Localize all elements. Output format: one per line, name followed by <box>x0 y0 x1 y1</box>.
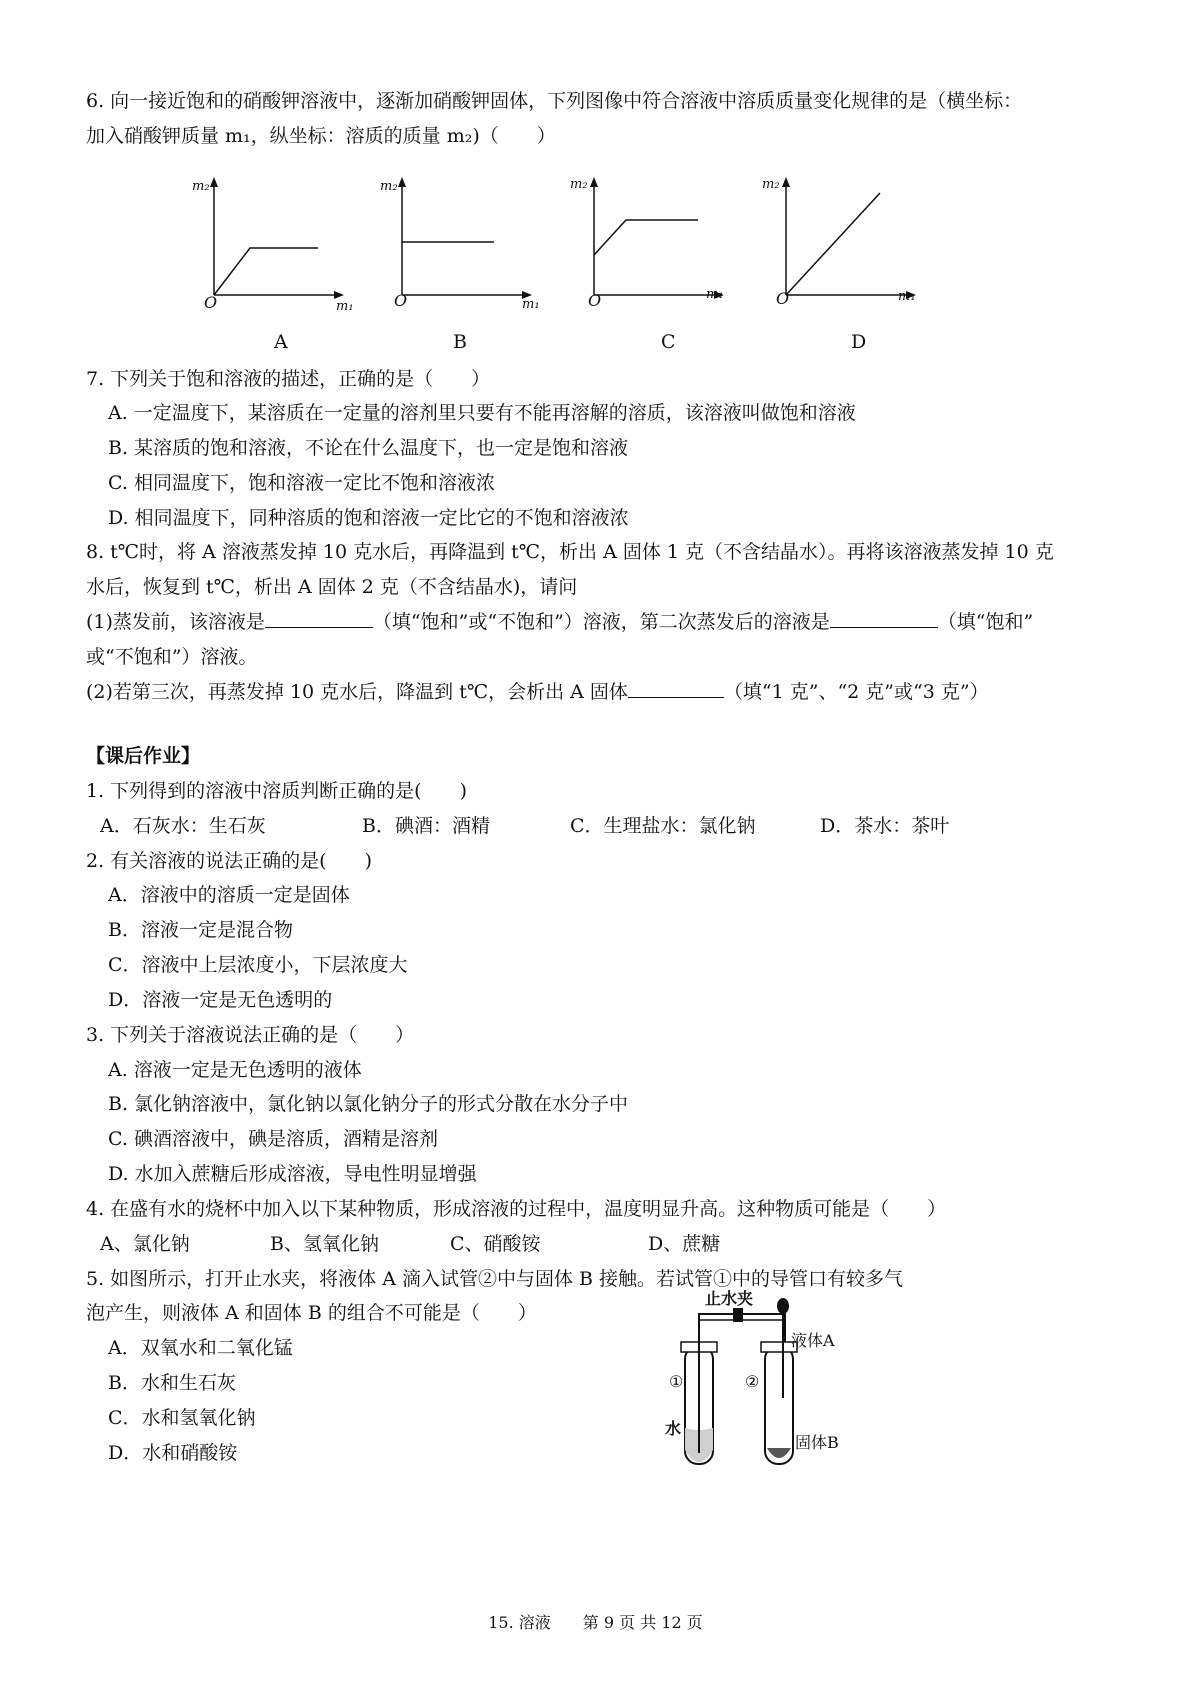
hw-q5-option-b: B．水和生石灰 <box>108 1372 236 1394</box>
hw-q5-stem-line1: 5. 如图所示，打开止水夹，将液体 A 滴入试管②中与固体 B 接触。若试管①中的导管口有较多气 <box>86 1268 904 1290</box>
graph-c-curve <box>594 220 698 255</box>
q7-option-a: A. 一定温度下，某溶质在一定量的溶剂里只要有不能再溶解的溶质，该溶液叫做饱和溶液 <box>108 402 856 424</box>
q8-part1-cont: 或“不饱和”）溶液。 <box>86 646 258 668</box>
hw-q4-option-b: B、氢氧化钠 <box>270 1233 379 1255</box>
hw-q2-option-c: C．溶液中上层浓度小，下层浓度大 <box>108 954 408 976</box>
q6-stem-line2: 加入硝酸钾质量 m₁，纵坐标：溶质的质量 m₂)（ ） <box>86 125 556 147</box>
graph-b-origin: O <box>394 291 408 310</box>
graph-c-ylabel: m₂ <box>570 177 588 192</box>
hw-q3-option-a: A. 溶液一定是无色透明的液体 <box>108 1059 362 1081</box>
dropper-bulb <box>777 1298 789 1314</box>
q7-option-d: D. 相同温度下，同种溶质的饱和溶液一定比它的不饱和溶液浓 <box>108 507 629 529</box>
liquid-a-label: 液体A <box>791 1331 835 1350</box>
apparatus-svg <box>655 1298 875 1478</box>
hw-q2-option-d: D．溶液一定是无色透明的 <box>108 989 333 1011</box>
graph-d-xlabel: m₁ <box>898 289 916 304</box>
hw-q5-option-c: C．水和氢氧化钠 <box>108 1407 256 1429</box>
hw-q2-option-b: B．溶液一定是混合物 <box>108 919 293 941</box>
page-footer: 15. 溶液 第 9 页 共 12 页 <box>488 1613 703 1632</box>
graph-c-label: C <box>661 331 676 353</box>
graph-a <box>190 175 354 319</box>
graph-d-y-arrow <box>782 177 790 187</box>
hw-q1-option-b: B．碘酒：酒精 <box>362 815 490 837</box>
q8-part2-text-b: （填“1 克”、“2 克”或“3 克”） <box>723 681 989 703</box>
graph-c-origin: O <box>588 291 602 310</box>
tube-2-label: ② <box>745 1372 760 1391</box>
graph-a-origin: O <box>204 293 218 312</box>
hw-q2-option-a: A．溶液中的溶质一定是固体 <box>108 884 350 906</box>
hw-q3-option-b: B. 氯化钠溶液中，氯化钠以氯化钠分子的形式分散在水分子中 <box>108 1093 629 1115</box>
graph-d <box>762 175 932 319</box>
graph-a-x-arrow <box>334 291 344 299</box>
solid-b-label: 固体B <box>795 1433 839 1452</box>
graph-c-y-arrow <box>590 177 598 187</box>
graph-a-xlabel: m₁ <box>336 299 354 314</box>
hw-q2-stem: 2. 有关溶液的说法正确的是( ) <box>86 850 372 872</box>
hw-q1-option-c: C．生理盐水：氯化钠 <box>570 815 756 837</box>
hw-q5-stem-line2: 泡产生，则液体 A 和固体 B 的组合不可能是（ ） <box>86 1302 537 1324</box>
hw-q5-option-d: D．水和硝酸铵 <box>108 1442 238 1464</box>
q8-stem-line2: 水后，恢复到 t℃，析出 A 固体 2 克（不含结晶水)，请问 <box>86 576 578 598</box>
q7-option-b: B. 某溶质的饱和溶液，不论在什么温度下，也一定是饱和溶液 <box>108 437 629 459</box>
graph-d-origin: O <box>776 289 790 308</box>
q8-blank-1[interactable] <box>265 609 373 628</box>
clamp-shape <box>733 1308 743 1322</box>
graph-b-ylabel: m₂ <box>380 179 398 194</box>
graph-a-y-arrow <box>210 177 218 187</box>
q8-blank-3[interactable] <box>628 679 724 698</box>
graph-d-ylabel: m₂ <box>762 177 780 192</box>
hw-q1-option-d: D．茶水：茶叶 <box>820 815 950 837</box>
hw-q1-option-a: A．石灰水：生石灰 <box>100 815 266 837</box>
hw-q4-option-a: A、氯化钠 <box>100 1233 190 1255</box>
graph-c-xlabel: m₁ <box>706 287 724 302</box>
q8-part2-text-a: (2)若第三次，再蒸发掉 10 克水后，降温到 t℃，会析出 A 固体 <box>86 681 628 703</box>
hw-q4-stem: 4. 在盛有水的烧杯中加入以下某种物质，形成溶液的过程中，温度明显升高。这种物质可能是（ ） <box>86 1198 947 1220</box>
hw-q4-option-d: D、蔗糖 <box>648 1233 721 1255</box>
graph-d-curve <box>786 193 880 295</box>
tube-2-solid <box>767 1448 791 1458</box>
hw-q5-option-a: A．双氧水和二氧化锰 <box>108 1337 293 1359</box>
hw-q1-stem: 1. 下列得到的溶液中溶质判断正确的是( ) <box>86 780 467 802</box>
apparatus-figure <box>655 1289 875 1482</box>
tube-2 <box>765 1346 793 1464</box>
q7-option-c: C. 相同温度下，饱和溶液一定比不饱和溶液浓 <box>108 472 495 494</box>
homework-title: 【课后作业】 <box>86 745 201 767</box>
q8-stem-line1: 8. t℃时，将 A 溶液蒸发掉 10 克水后，再降温到 t℃，析出 A 固体 1 克（不含结晶水）。再将该溶液蒸发掉 10 克 <box>86 541 1054 563</box>
graph-b-label: B <box>453 331 467 353</box>
hw-q3-stem: 3. 下列关于溶液说法正确的是（ ） <box>86 1024 415 1046</box>
q6-stem-line1: 6. 向一接近饱和的硝酸钾溶液中，逐渐加硝酸钾固体，下列图像中符合溶液中溶质质量变化规律的是（横坐标： <box>86 90 1023 112</box>
graph-a-label: A <box>274 331 288 353</box>
graph-a-ylabel: m₂ <box>192 179 210 194</box>
hw-q4-option-c: C、硝酸铵 <box>450 1233 541 1255</box>
tube-1-label: ① <box>669 1372 684 1391</box>
hw-q3-option-c: C. 碘酒溶液中，碘是溶质，酒精是溶剂 <box>108 1128 438 1150</box>
q8-part1-text-a: (1)蒸发前，该溶液是 <box>86 611 265 633</box>
q8-blank-2[interactable] <box>830 609 938 628</box>
graph-b <box>378 175 538 319</box>
q8-part1-text-b: （填“饱和”或“不饱和”）溶液，第二次蒸发后的溶液是 <box>372 611 830 633</box>
hw-q3-option-d: D. 水加入蔗糖后形成溶液，导电性明显增强 <box>108 1163 477 1185</box>
q7-stem: 7. 下列关于饱和溶液的描述，正确的是（ ） <box>86 368 491 390</box>
graph-d-label: D <box>851 331 867 353</box>
q8-part1 <box>86 609 1033 635</box>
graph-b-xlabel: m₁ <box>522 297 540 312</box>
graph-c <box>570 175 730 319</box>
q8-part2 <box>86 679 989 705</box>
water-label: 水 <box>665 1419 682 1438</box>
clamp-label: 止水夹 <box>705 1289 754 1308</box>
graph-b-y-arrow <box>398 177 406 187</box>
graph-a-curve <box>214 248 318 295</box>
q8-part1-text-c: （填“饱和” <box>937 611 1034 633</box>
